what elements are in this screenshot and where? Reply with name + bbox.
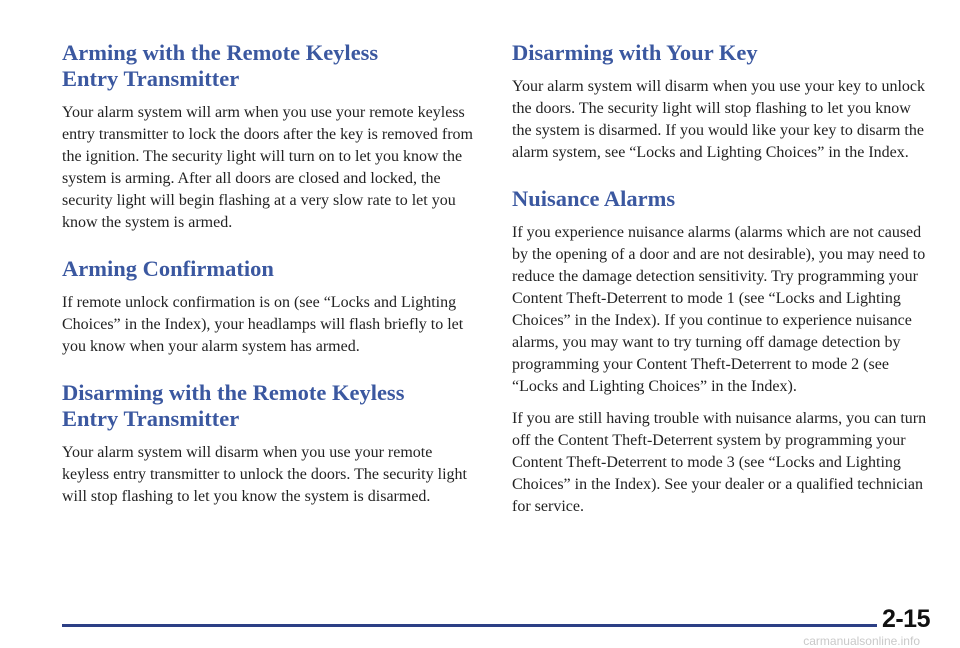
left-column [62,40,482,530]
section-title-nuisance-alarms: Nuisance Alarms [512,186,676,211]
page-number: 2-15 [881,605,930,633]
section-title-line: Disarming with the Remote Keyless [62,380,405,405]
right-column [512,40,932,540]
section-title-line: Entry Transmitter [62,406,240,431]
paragraph-nuisance-alarms-1: If you experience nuisance alarms (alarms which are not caused by the opening of a door and are not desirable), you may need to reduce the damage detection sensitivity. Try programming your Content Theft-Deterrent to mode 1 (see “Locks and Lighting Choices” in the Index). If you continue to experience nuisance alarms, you may want to try turning off damage detection by programming your Content Theft-Deterrent to mode 2 (see “Locks and Lighting Choices” in the Index). [512,224,926,395]
section-title-disarming-remote [62,380,482,432]
paragraph-arming-remote: Your alarm system will arm when you use your remote keyless entry transmitter to lock the doors after the key is removed from the ignition. The security light will turn on to let you know the system is arming. After all doors are closed and locked, the security light will begin flashing at a very slow rate to let you know the system is armed. [62,104,473,231]
paragraph-disarming-remote: Your alarm system will disarm when you use your remote keyless entry transmitter to unlock the doors. The security light will stop flashing to let you know the system is disarmed. [62,444,467,505]
section-title-arming-remote [62,40,482,92]
watermark: carmanualsonline.info [803,634,920,648]
footer-rule [62,624,877,627]
section-title-arming-confirmation: Arming Confirmation [62,256,274,281]
section-title-disarming-key: Disarming with Your Key [512,40,758,65]
paragraph-disarming-key: Your alarm system will disarm when you use your key to unlock the doors. The security light will stop flashing to let you know the system is disarmed. If you would like your key to disarm the alarm system, see “Locks and Lighting Choices” in the Index. [512,78,925,161]
paragraph-nuisance-alarms-2: If you are still having trouble with nuisance alarms, you can turn off the Content Theft-Deterrent system by programming your Content Theft-Deterrent to mode 3 (see “Locks and Lighting Choices” in the Index). See your dealer or a qualified technician for service. [512,410,927,515]
paragraph-arming-confirmation: If remote unlock confirmation is on (see “Locks and Lighting Choices” in the Index), your headlamps will flash briefly to let you know when your alarm system has armed. [62,294,464,355]
section-title-line: Entry Transmitter [62,66,240,91]
section-title-line: Arming with the Remote Keyless [62,40,379,65]
